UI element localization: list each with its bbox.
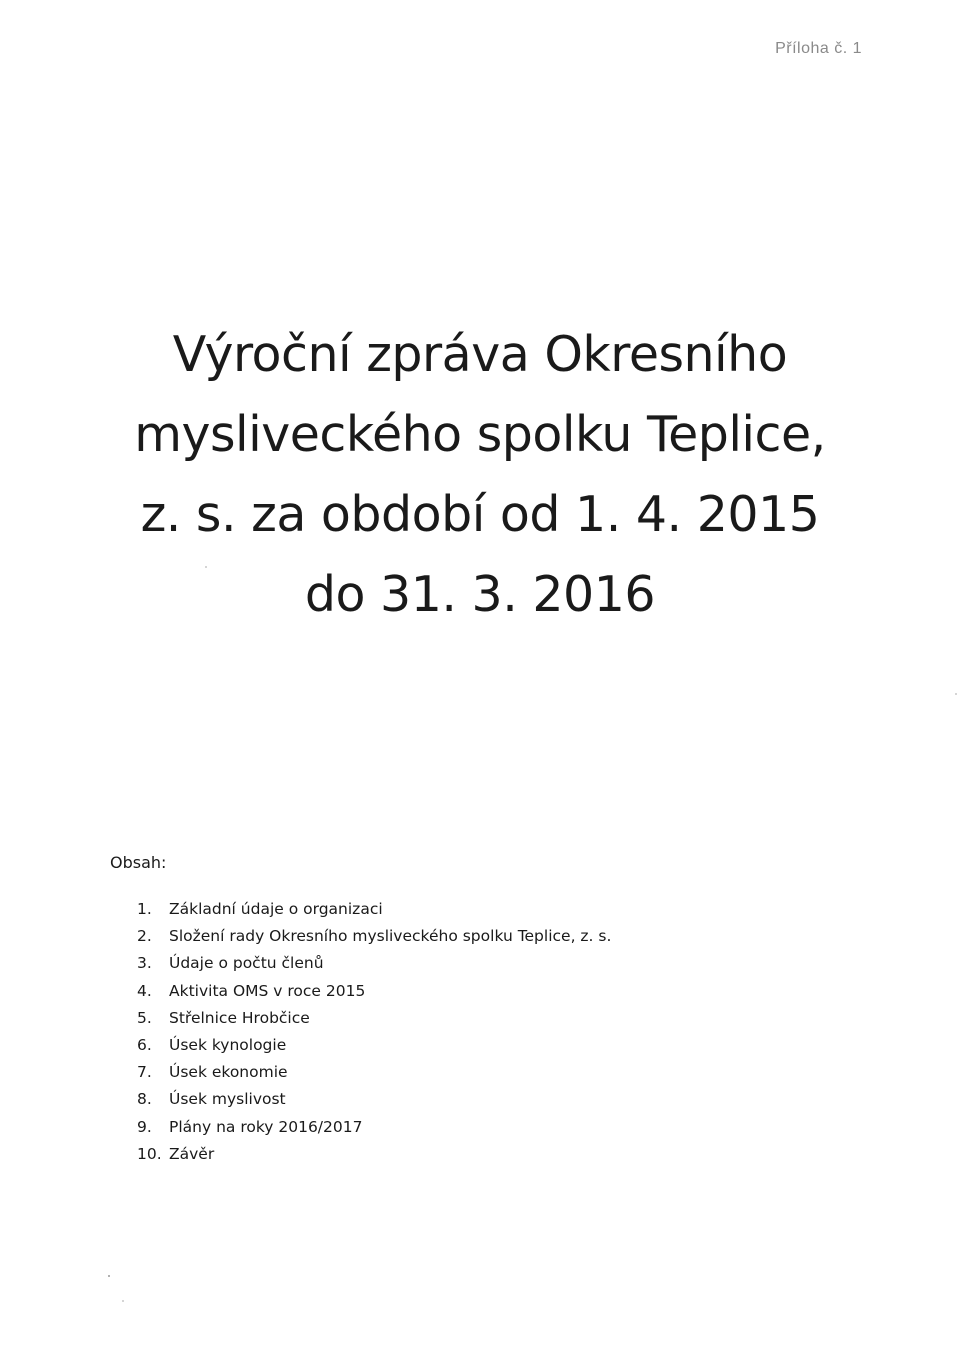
title-line-4: do 31. 3. 2016 bbox=[304, 566, 656, 623]
toc-item bbox=[137, 1032, 611, 1059]
toc-item-number: 10. bbox=[137, 1144, 162, 1163]
scan-speck bbox=[205, 566, 207, 568]
table-of-contents bbox=[137, 896, 611, 1168]
toc-item-number: 3. bbox=[137, 954, 152, 973]
toc-item-number: 6. bbox=[137, 1036, 152, 1055]
toc-item bbox=[137, 1141, 611, 1168]
toc-item bbox=[137, 1059, 611, 1086]
toc-item bbox=[137, 978, 611, 1005]
title-line-3: z. s. za období od 1. 4. 2015 bbox=[140, 486, 820, 543]
scan-speck bbox=[108, 1275, 110, 1277]
toc-item bbox=[137, 1005, 611, 1032]
title-line-1: Výroční zpráva Okresního bbox=[172, 326, 788, 383]
document-title bbox=[0, 315, 960, 635]
scan-speck bbox=[122, 1300, 124, 1302]
toc-item-label: Aktivita OMS v roce 2015 bbox=[169, 981, 366, 1000]
scan-speck bbox=[955, 693, 957, 695]
toc-item-number: 5. bbox=[137, 1008, 152, 1027]
toc-item bbox=[137, 896, 611, 923]
toc-item-label: Složení rady Okresního mysliveckého spolku Teplice, z. s. bbox=[169, 927, 612, 946]
toc-item-number: 9. bbox=[137, 1117, 152, 1136]
toc-item-number: 4. bbox=[137, 981, 152, 1000]
toc-item bbox=[137, 1086, 611, 1113]
toc-item-label: Úsek kynologie bbox=[169, 1036, 287, 1055]
toc-item-label: Závěr bbox=[169, 1144, 215, 1163]
toc-item bbox=[137, 950, 611, 977]
toc-item-label: Střelnice Hrobčice bbox=[169, 1008, 310, 1027]
contents-heading: Obsah: bbox=[110, 853, 167, 872]
toc-item-label: Plány na roky 2016/2017 bbox=[169, 1117, 363, 1136]
toc-item-label: Úsek ekonomie bbox=[169, 1063, 288, 1082]
toc-item-number: 7. bbox=[137, 1063, 152, 1082]
title-line-2: mysliveckého spolku Teplice, bbox=[134, 406, 826, 463]
toc-item-number: 1. bbox=[137, 900, 152, 918]
toc-item-label: Údaje o počtu členů bbox=[169, 954, 324, 973]
toc-item bbox=[137, 923, 611, 950]
toc-item-number: 8. bbox=[137, 1090, 152, 1109]
toc-item bbox=[137, 1114, 611, 1141]
toc-item-label: Základní údaje o organizaci bbox=[169, 900, 383, 918]
toc-item-number: 2. bbox=[137, 927, 152, 946]
annex-label: Příloha č. 1 bbox=[775, 40, 862, 57]
toc-item-label: Úsek myslivost bbox=[169, 1090, 286, 1109]
